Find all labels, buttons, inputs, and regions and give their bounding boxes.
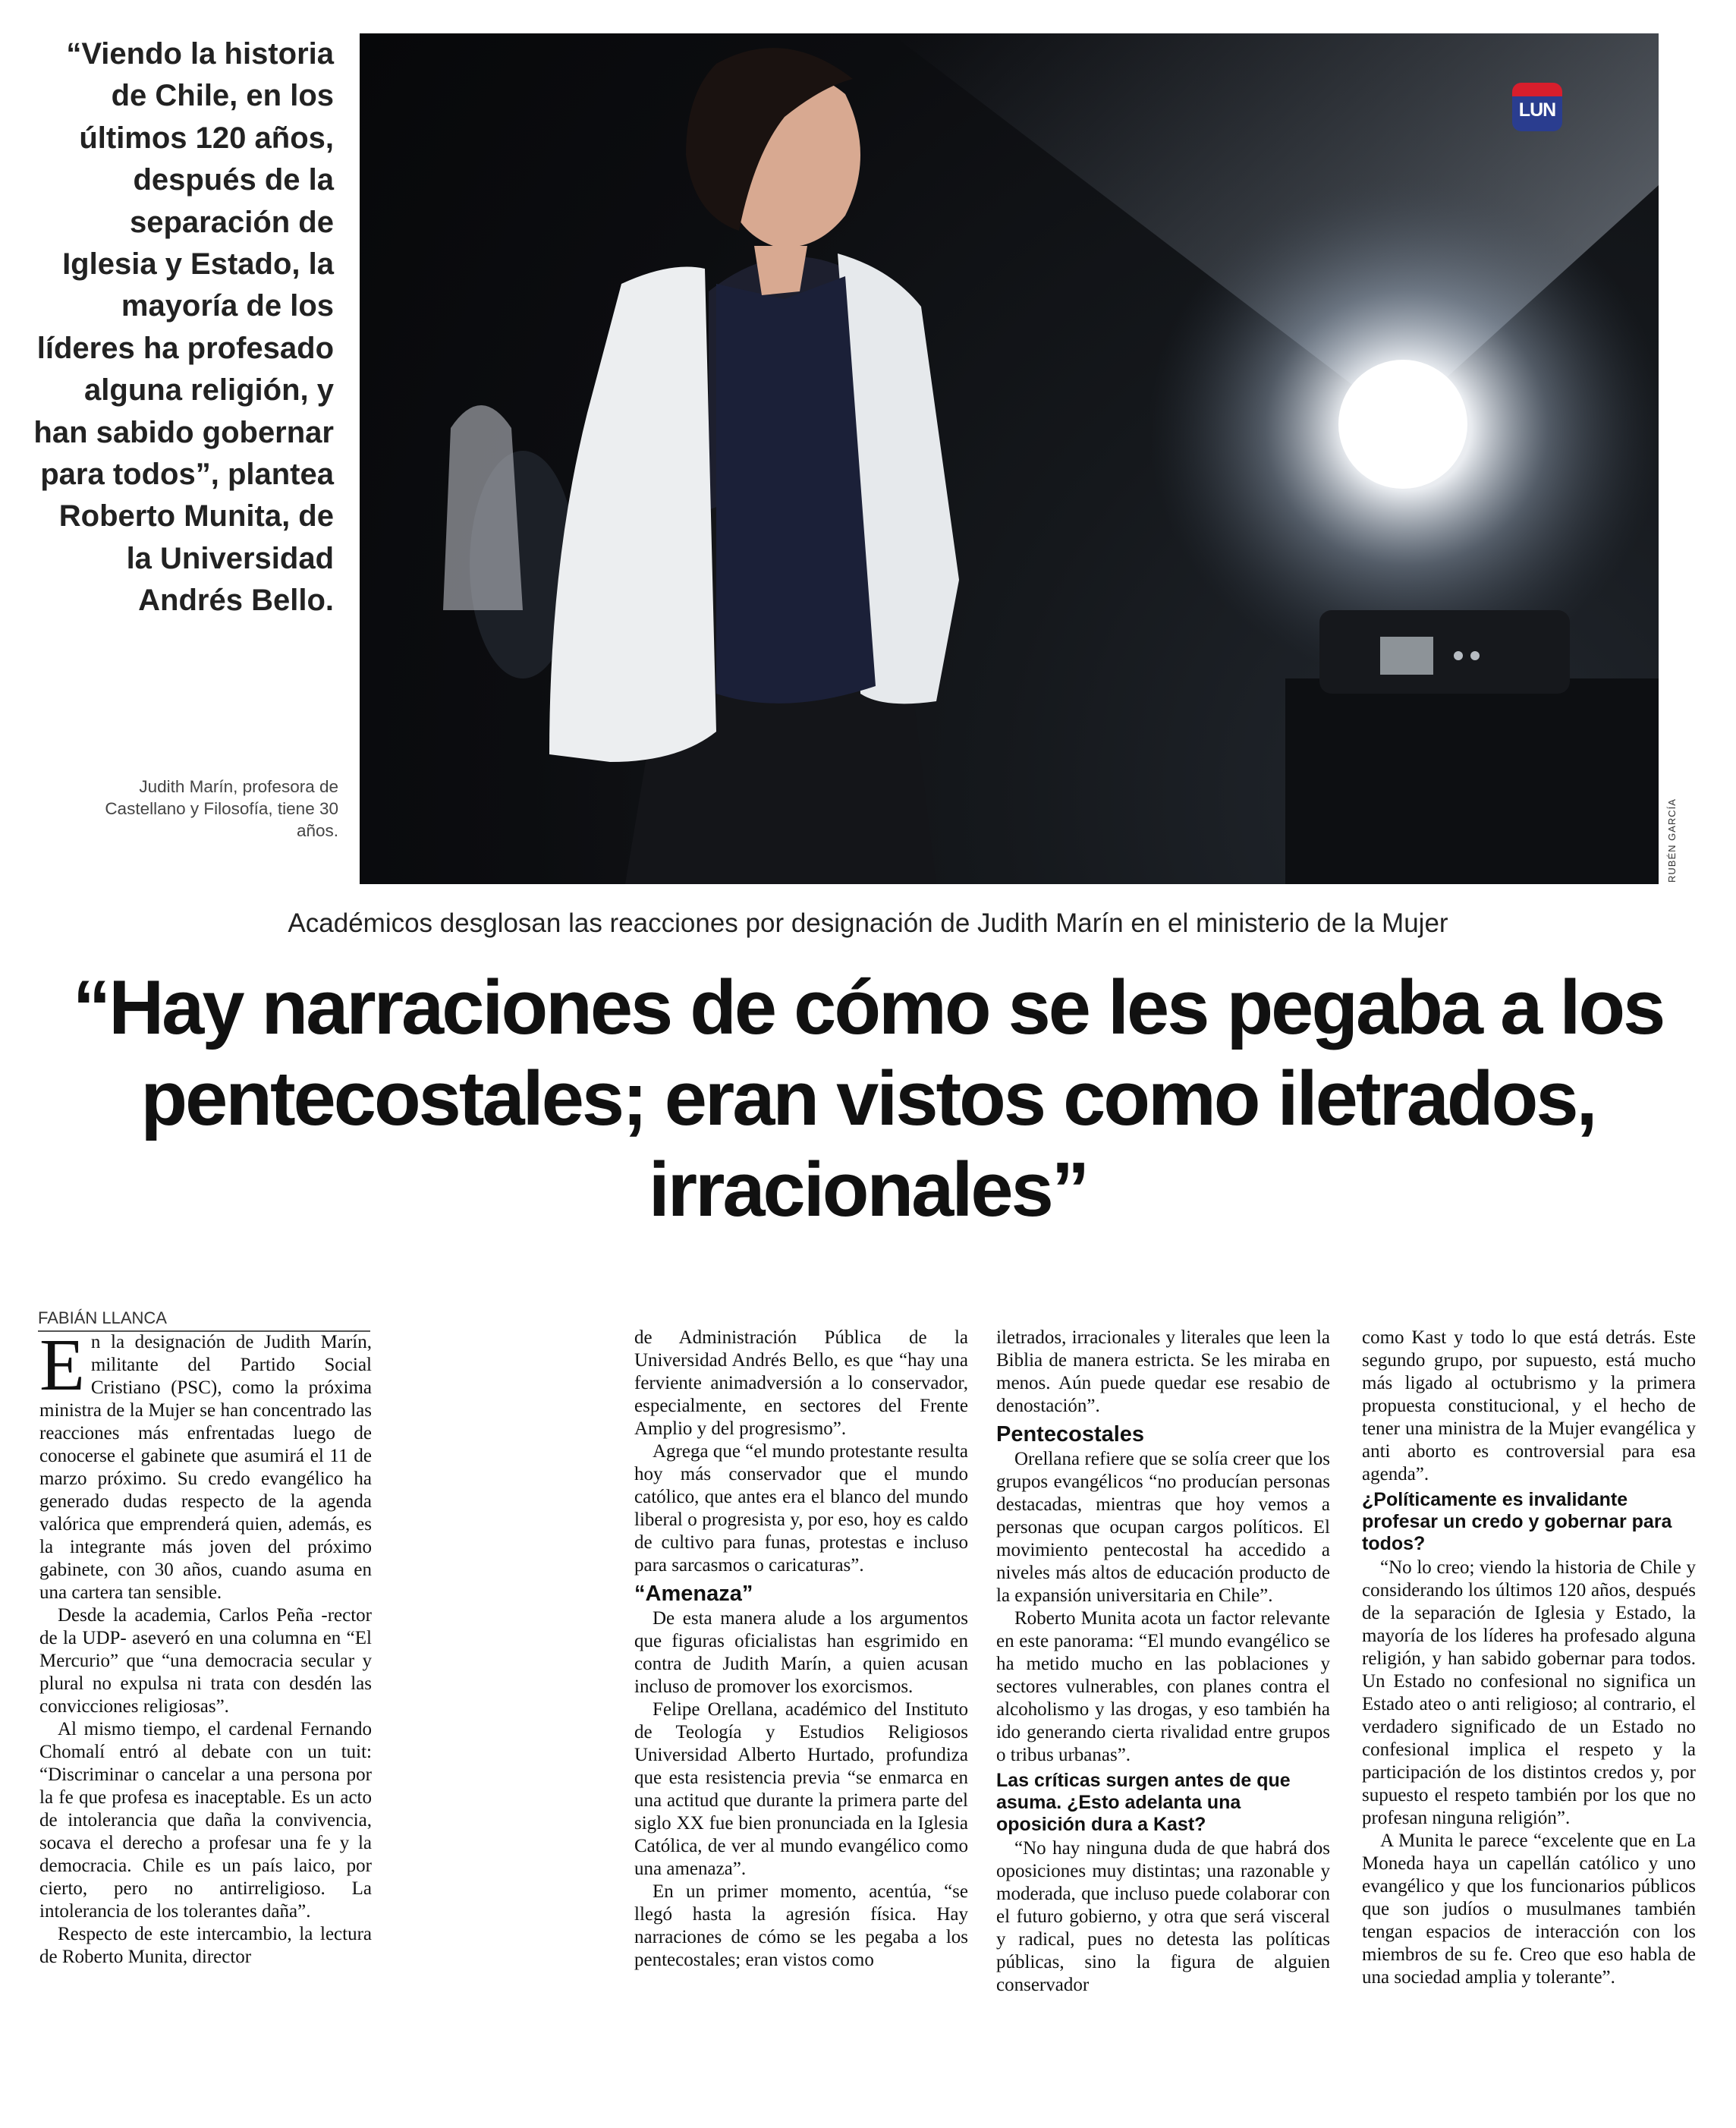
paragraph: Respecto de este intercambio, la lectura de Roberto Munita, director — [39, 1924, 372, 1967]
article-column-2 — [634, 1327, 968, 1972]
article-column-3 — [996, 1327, 1330, 1997]
paragraph: A Munita le parece “excelente que en La Moneda haya un capellán católico y uno evangélico y que los funcionarios públicos que son judíos o musulmanes también tengan espacios de interacción con los miembros de su fe. Creo que eso habla de una sociedad amplia y tolerante”. — [1362, 1831, 1696, 1988]
paragraph: “No lo creo; viendo la historia de Chile y considerando los últimos 120 años, después de la separación de Iglesia y Estado, la mayoría de los líderes ha profesado alguna religión, y han sabido gobernar para todos. Un Estado no confesional no significa un Estado ateo o anti religioso; al contrario, el verdadero significado de un Estado no confesional implica el respeto y la participación de los distintos credos y, por supuesto el respeto también por los que no profesan ninguna religión”. — [1362, 1557, 1696, 1828]
article-kicker: Académicos desglosan las reacciones por designación de Judith Marín en el ministerio de la Mujer — [288, 908, 1448, 938]
drop-cap: E — [39, 1324, 85, 1406]
pull-quote: “Viendo la historia de Chile, en los últimos 120 años, después de la separación de Iglesia y Estado, la mayoría de los líderes ha profesado alguna religión, y han sabido gobernar para todos”, plantea Roberto Munita, de la Universidad Andrés Bello. — [33, 37, 334, 618]
photo-caption: Judith Marín, profesora de Castellano y Filosofía, tiene 30 años. — [105, 777, 338, 840]
interview-question: ¿Políticamente es invalidante profesar un credo y gobernar para todos? — [1362, 1489, 1672, 1554]
byline: FABIÁN LLANCA — [38, 1308, 370, 1332]
paragraph: De esta manera alude a los argumentos que figuras oficialistas han esgrimido en contra de Judith Marín, a quien acusan incluso de promover los exorcismos. — [634, 1608, 968, 1697]
paragraph: Desde la academia, Carlos Peña -rector de la UDP- aseveró en una columna en “El Mercurio” que “una democracia secular y plural no expulsa ni trata con desdén las convicciones religiosas”. — [39, 1605, 372, 1717]
paragraph: de Administración Pública de la Universidad Andrés Bello, es que “hay una ferviente animadversión a lo conservador, especialmente, en sectores del Frente Amplio y del progresismo”. — [634, 1327, 968, 1439]
lun-logo-text: LUN — [1518, 99, 1556, 121]
article-column-4 — [1362, 1327, 1696, 1989]
paragraph: como Kast y todo lo que está detrás. Este segundo grupo, por supuesto, está mucho más ligado al octubrismo y la primera propuesta constitucional, y el hecho de tener una ministra de la Mujer evangélica y anti aborto es controversial para esa agenda”. — [1362, 1327, 1696, 1484]
paragraph: Orellana refiere que se solía creer que los grupos evangélicos “no producían personas destacadas, mientras que hoy vemos a personas que ocupan cargos políticos. El movimiento pentecostal ha accedido a niveles más altos de educación producto de la expansión universitaria en Chile”. — [996, 1449, 1330, 1606]
photo-illustration — [360, 33, 1659, 884]
paragraph: iletrados, irracionales y literales que leen la Biblia de manera estricta. Se les miraba en menos. Aún puede quedar ese resabio de denostación”. — [996, 1327, 1330, 1416]
paragraph: “No hay ninguna duda de que habrá dos oposiciones muy distintas; una razonable y moderada, que incluso puede colaborar con el futuro gobierno, y otra que será visceral y radical, pues no detesta las políticas públicas, sino la figura de alguien conservador — [996, 1838, 1330, 1995]
paragraph: Agrega que “el mundo protestante resulta hoy más conservador que el mundo católico, que antes era el blanco del mundo liberal o progresista y, por eso, hoy es caldo de cultivo para funas, protestas e incluso para sarcasmos o caricaturas”. — [634, 1441, 968, 1576]
paragraph: En un primer momento, acentúa, “se llegó hasta la agresión física. Hay narraciones de cómo se les pegaba a los pentecostales; eran vistos como — [634, 1881, 968, 1970]
paragraph: Felipe Orellana, académico del Instituto de Teología y Estudios Religiosos Universidad Alberto Hurtado, profundiza que esta resistencia previa “se enmarca en una actitud que durante la primera parte del siglo XX fue bien pronunciada en la Iglesia Católica, de ver al mundo evangélico como una amenaza”. — [634, 1699, 968, 1879]
article-column-1 — [39, 1324, 372, 1969]
paragraph: Roberto Munita acota un factor relevante en este panorama: “El mundo evangélico se ha metido mucho en las poblaciones y sectores vulnerables, con planes contra el alcoholismo y las drogas, y eso también ha ido generando cierta rivalidad entre grupos o tribus urbanas”. — [996, 1608, 1330, 1765]
subhead-amenaza: “Amenaza” — [634, 1582, 753, 1606]
subhead-pentecostales: Pentecostales — [996, 1422, 1145, 1446]
interview-question: Las críticas surgen antes de que asuma. ¿Esto adelanta una oposición dura a Kast? — [996, 1770, 1291, 1835]
photo-credit: RUBÉN GARCÍA — [1666, 798, 1678, 883]
article-photo — [360, 33, 1659, 884]
paragraph: Al mismo tiempo, el cardenal Fernando Chomalí entró al debate con un tuit: “Discriminar o cancelar a una persona por la fe que profesa es inaceptable. Es un acto de intolerancia que daña la convivencia, socava el derecho a profesar una fe y la democracia. Chile es un país laico, por cierto, pero no antirreligioso. La intolerancia de los tolerantes daña”. — [39, 1719, 372, 1922]
lun-logo — [1512, 83, 1562, 131]
article-headline: “Hay narraciones de cómo se les pegaba a los pentecostales; eran vistos como iletrados, irracionales” — [72, 965, 1664, 1232]
paragraph: En la designación de Judith Marín, militante del Partido Social Cristiano (PSC), como la próxima ministra de la Mujer se han concentrado las reacciones más enfrentadas luego de conocerse el gabinete que asumirá el 11 de marzo próximo. Su credo evangélico ha generado dudas respecto de la agenda valórica que emprenderá quien, además, es la integrante más joven del próximo gabinete, con 30 años, cuando asuma en una cartera tan sensible. — [39, 1324, 372, 1603]
